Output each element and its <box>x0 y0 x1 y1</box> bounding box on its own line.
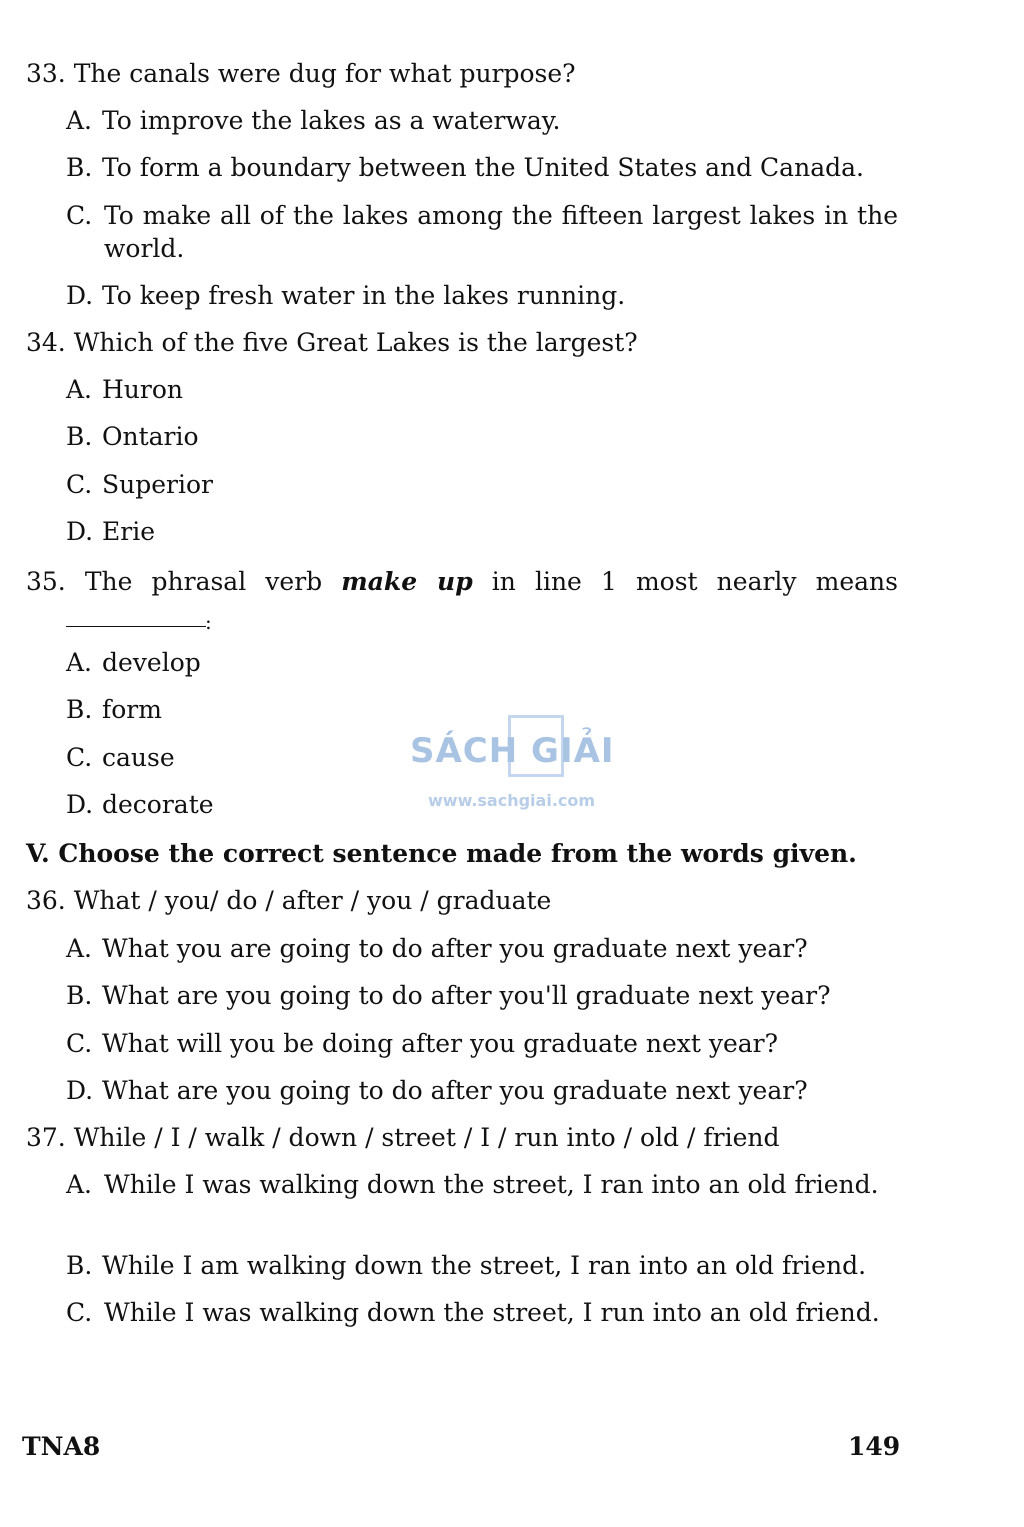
option-text: develop <box>102 648 201 677</box>
option-text: cause <box>102 743 175 772</box>
option-label: C. <box>66 201 93 230</box>
option-label: D. <box>66 281 94 310</box>
watermark <box>410 713 620 810</box>
option-text: Huron <box>102 375 184 404</box>
option-text: While I am walking down the street, I ran into an old friend. <box>102 1251 867 1280</box>
answer-blank-colon: : <box>205 610 212 634</box>
footer-book-code: TNA8 <box>22 1432 101 1461</box>
question-34-option-c <box>66 468 898 501</box>
option-text: What are you going to do after you graduate next year? <box>102 1076 808 1105</box>
option-label: A. <box>66 375 93 404</box>
question-36-stem: 36. What / you/ do / after / you / graduate <box>26 886 552 915</box>
option-label: B. <box>66 981 93 1010</box>
question-33-option-c <box>66 199 898 265</box>
answer-blank-line <box>66 626 206 628</box>
watermark-brand: SÁCH GIẢI <box>410 731 615 771</box>
option-label: A. <box>66 1170 93 1199</box>
question-37-stem: 37. While / I / walk / down / street / I / run into / old / friend <box>26 1123 780 1152</box>
option-label: C. <box>66 743 93 772</box>
option-text: form <box>102 695 162 724</box>
question-36-option-c <box>66 1027 898 1060</box>
option-label: C. <box>66 470 93 499</box>
option-text: What will you be doing after you graduate next year? <box>102 1029 779 1058</box>
question-35-option-a <box>66 646 898 679</box>
question-35-keyword: make up <box>341 567 473 596</box>
option-label: B. <box>66 1251 93 1280</box>
question-36-option-a <box>66 932 898 965</box>
option-label: A. <box>66 106 93 135</box>
question-33-option-a <box>66 104 898 137</box>
option-text: To form a boundary between the United States and Canada. <box>102 153 864 182</box>
option-label: B. <box>66 695 93 724</box>
question-37-option-c <box>66 1296 898 1329</box>
option-label: B. <box>66 422 93 451</box>
watermark-url: www.sachgiai.com <box>428 791 596 810</box>
section-v-heading: V. Choose the correct sentence made from the words given. <box>26 839 857 868</box>
option-text: What you are going to do after you graduate next year? <box>102 934 808 963</box>
question-37-option-b <box>66 1249 898 1282</box>
option-label: D. <box>66 517 94 546</box>
question-34-option-d <box>66 515 898 548</box>
question-36-option-b <box>66 979 898 1012</box>
option-text: Erie <box>102 517 155 546</box>
option-text: What are you going to do after you'll graduate next year? <box>102 981 831 1010</box>
question-35-stem-before: 35. The phrasal verb <box>26 567 342 596</box>
question-36-option-d <box>66 1074 898 1107</box>
option-label: A. <box>66 934 93 963</box>
option-text: While I was walking down the street, I ran into an old friend. <box>104 1170 879 1199</box>
option-label: A. <box>66 648 93 677</box>
option-text: Superior <box>102 470 213 499</box>
question-34-option-b <box>66 420 898 453</box>
question-34-option-a <box>66 373 898 406</box>
question-33-stem: 33. The canals were dug for what purpose? <box>26 59 576 88</box>
option-label: B. <box>66 153 93 182</box>
option-text: decorate <box>102 790 214 819</box>
question-35-stem-after: in line 1 most nearly means <box>472 567 898 596</box>
question-33-option-b <box>66 151 898 184</box>
question-37-option-a <box>66 1168 898 1201</box>
question-35-stem <box>26 565 898 598</box>
option-label: C. <box>66 1298 93 1327</box>
option-text: To make all of the lakes among the fifteen largest lakes in the world. <box>104 201 898 263</box>
question-33-option-d <box>66 279 898 312</box>
page-number: 149 <box>848 1432 901 1461</box>
option-label: C. <box>66 1029 93 1058</box>
option-text: To improve the lakes as a waterway. <box>102 106 561 135</box>
option-label: D. <box>66 1076 94 1105</box>
option-text: While I was walking down the street, I run into an old friend. <box>104 1298 880 1327</box>
option-text: Ontario <box>102 422 199 451</box>
question-34-stem: 34. Which of the five Great Lakes is the largest? <box>26 328 638 357</box>
option-text: To keep fresh water in the lakes running. <box>102 281 626 310</box>
option-label: D. <box>66 790 94 819</box>
